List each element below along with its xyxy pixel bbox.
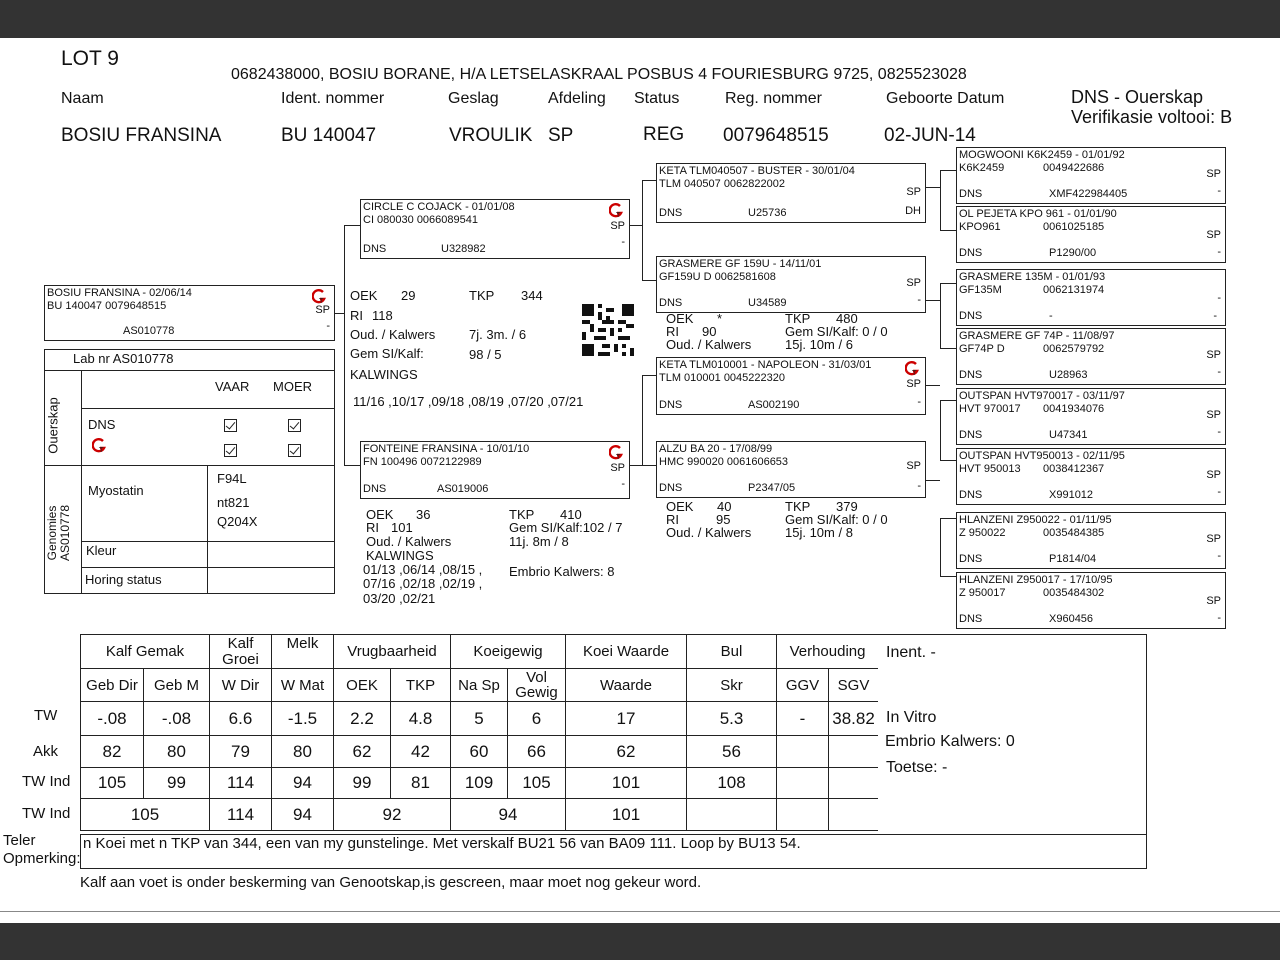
gp2-dns: DNS bbox=[659, 297, 683, 309]
qr-code-icon bbox=[582, 304, 634, 356]
top-bar bbox=[0, 0, 1280, 38]
label-geslag: Geslag bbox=[448, 90, 499, 107]
akk-sgv bbox=[829, 736, 879, 768]
sire-sp: SP bbox=[610, 220, 625, 232]
teler-label: Teler bbox=[3, 832, 36, 849]
twind-geb-m: 99 bbox=[144, 768, 210, 799]
ggp7-dns: DNS bbox=[959, 553, 983, 565]
ggp1-dh: - bbox=[1217, 185, 1221, 197]
ggp8-dns: DNS bbox=[959, 613, 983, 625]
sire-ident: CI 080030 0066089541 bbox=[363, 214, 478, 226]
remark-text: n Koei met n TKP van 344, een van my gunstelinge. Met verskalf BU21 56 van BA09 111. Loop by BU13 54. bbox=[83, 835, 801, 852]
akk-geb-m: 80 bbox=[144, 736, 210, 768]
remark-box bbox=[80, 834, 1147, 869]
sub-ggv: GGV bbox=[777, 669, 829, 702]
society-logo-icon bbox=[609, 202, 625, 218]
label-naam: Naam bbox=[61, 90, 104, 107]
gp3-oud: 15j. 10m / 8 bbox=[785, 525, 853, 540]
twind-tkp: 81 bbox=[391, 768, 451, 799]
twind-oek: 99 bbox=[334, 768, 391, 799]
dam-tkp-label: TKP bbox=[509, 507, 535, 522]
gp2-title: GRASMERE GF 159U - 14/11/01 bbox=[659, 258, 822, 270]
akk-w-mat: 80 bbox=[272, 736, 334, 768]
gp3-tkp: 379 bbox=[836, 499, 858, 514]
reproduction-info-panel bbox=[878, 634, 1147, 835]
gp3-oek: 40 bbox=[717, 499, 732, 514]
ggp5-sp: SP bbox=[1206, 409, 1221, 421]
gp1-dh: DH bbox=[905, 205, 921, 217]
gp1-oek: * bbox=[717, 311, 723, 326]
ggp2-ident: KPO961 bbox=[959, 221, 1001, 233]
gp1-ri-label: RI bbox=[666, 324, 679, 339]
gp1-ident: TLM 040507 0062822002 bbox=[659, 178, 785, 190]
group-verhouding: Verhouding bbox=[777, 635, 879, 669]
gp3-ri: 95 bbox=[716, 512, 731, 527]
tw-w-mat: -1.5 bbox=[272, 702, 334, 736]
subject-gem-label: Gem SI/Kalf: bbox=[350, 346, 424, 361]
gp1-gem: Gem SI/Kalf: 0 / 0 bbox=[785, 324, 888, 339]
ggp5-dh: - bbox=[1217, 426, 1221, 438]
subject-dh: - bbox=[326, 320, 330, 332]
tw-waarde: 17 bbox=[566, 702, 687, 736]
ggp7-dh: - bbox=[1217, 550, 1221, 562]
ouerskap-label: Ouerskap bbox=[45, 397, 61, 454]
ggp2-sp: SP bbox=[1206, 229, 1221, 241]
label-reg: Reg. nommer bbox=[725, 90, 822, 107]
twind-waarde: 101 bbox=[566, 768, 687, 799]
row-tw bbox=[81, 702, 879, 736]
toetse: Toetse: - bbox=[886, 759, 948, 776]
ggp2-number: 0061025185 bbox=[1043, 221, 1105, 233]
ggp5-reg: U47341 bbox=[1049, 429, 1088, 441]
dam-title: FONTEINE FRANSINA - 10/01/10 bbox=[363, 443, 530, 455]
gp3-dns: DNS bbox=[659, 399, 683, 411]
gp1-reg: U25736 bbox=[748, 207, 787, 219]
ggp1-reg: XMF422984405 bbox=[1049, 188, 1128, 200]
sire-title: CIRCLE C COJACK - 01/01/08 bbox=[363, 201, 515, 213]
dam-pedigree-box bbox=[360, 441, 630, 499]
society-logo-icon bbox=[312, 288, 328, 304]
society-moer-checkbox bbox=[288, 444, 301, 457]
ggp-box-5 bbox=[956, 388, 1226, 445]
ggp-box-3 bbox=[956, 269, 1226, 326]
subject-ident: BU 140047 0079648515 bbox=[47, 300, 167, 312]
myostatin-value-3: Q204X bbox=[217, 514, 258, 529]
sub-geb-m: Geb M bbox=[144, 669, 210, 702]
dam-kalwings-label: KALWINGS bbox=[366, 548, 434, 563]
sub-vol-gewig: Vol Gewig bbox=[508, 669, 566, 702]
ggp4-sp: SP bbox=[1206, 349, 1221, 361]
kleur-label: Kleur bbox=[86, 543, 117, 558]
myostatin-value-1: F94L bbox=[217, 471, 247, 486]
ggp-box-8 bbox=[956, 572, 1226, 629]
footer-note: Kalf aan voet is onder beskerming van Genootskap,is gescreen, maar moet nog gekeur word. bbox=[80, 874, 702, 891]
animal-name: BOSIU FRANSINA bbox=[61, 125, 222, 146]
ggp4-ident: GF74P D bbox=[959, 343, 1005, 355]
gp3-dh: - bbox=[917, 396, 921, 408]
gp-box-2 bbox=[656, 256, 926, 313]
rowlabel-tw-ind-2: TW Ind bbox=[22, 805, 71, 822]
twind2-kalf-groei: 114 bbox=[210, 799, 272, 831]
gp3-oek-label: OEK bbox=[666, 499, 694, 514]
svg-text:T: T bbox=[912, 369, 917, 376]
rowlabel-tw-ind: TW Ind bbox=[22, 773, 71, 790]
society-vaar-checkbox bbox=[224, 444, 237, 457]
gp1-oek-label: OEK bbox=[666, 311, 694, 326]
rowlabel-akk: Akk bbox=[33, 743, 59, 760]
dam-dns: DNS bbox=[363, 483, 387, 495]
akk-oek: 62 bbox=[334, 736, 391, 768]
animal-status: REG bbox=[643, 124, 685, 145]
dam-tkp: 410 bbox=[560, 507, 582, 522]
genomies-label: Genomies AS010778 bbox=[45, 504, 72, 562]
ggp7-reg: P1814/04 bbox=[1049, 553, 1097, 565]
twind2-koeigewig: 94 bbox=[451, 799, 566, 831]
akk-skr: 56 bbox=[687, 736, 777, 768]
divider bbox=[0, 911, 1280, 912]
subject-ri: 118 bbox=[372, 308, 393, 323]
ggp1-title: MOGWOONI K6K2459 - 01/01/92 bbox=[959, 149, 1125, 161]
ggp6-number: 0038412367 bbox=[1043, 463, 1105, 475]
subject-oek: 29 bbox=[401, 288, 416, 303]
ggp2-title: OL PEJETA KPO 961 - 01/01/90 bbox=[959, 208, 1117, 220]
svg-text:T: T bbox=[616, 211, 621, 218]
gp3-tkp-label: TKP bbox=[785, 499, 811, 514]
label-geboorte: Geboorte Datum bbox=[886, 90, 1005, 107]
ggp3-ident: GF135M bbox=[959, 284, 1002, 296]
svg-text:T: T bbox=[616, 453, 621, 460]
gp2-sp: SP bbox=[906, 277, 921, 289]
sub-oek: OEK bbox=[334, 669, 391, 702]
ggp2-dh: - bbox=[1217, 246, 1221, 258]
dam-oek-label: OEK bbox=[366, 507, 394, 522]
sub-na-sp: Na Sp bbox=[451, 669, 508, 702]
akk-vol-gewig: 66 bbox=[508, 736, 566, 768]
subject-tkp: 344 bbox=[521, 288, 543, 303]
embrio-kalwers: Embrio Kalwers: 0 bbox=[885, 733, 1015, 750]
subject-oek-label: OEK bbox=[350, 288, 378, 303]
twind-w-mat: 94 bbox=[272, 768, 334, 799]
ggp4-reg: U28963 bbox=[1049, 369, 1088, 381]
inent: Inent. - bbox=[886, 644, 936, 661]
dam-oek: 36 bbox=[416, 507, 431, 522]
gp1-sp: SP bbox=[906, 186, 921, 198]
gp3-sp: SP bbox=[906, 378, 921, 390]
twind-vol-gewig: 105 bbox=[508, 768, 566, 799]
akk-na-sp: 60 bbox=[451, 736, 508, 768]
society-logo-icon bbox=[92, 437, 108, 453]
society-logo-icon bbox=[905, 360, 921, 376]
ggp4-dh: - bbox=[1217, 366, 1221, 378]
ggp4-number: 0062579792 bbox=[1043, 343, 1105, 355]
ggp6-dns: DNS bbox=[959, 489, 983, 501]
dam-ri-label: RI bbox=[366, 520, 379, 535]
gp2-reg: U34589 bbox=[748, 297, 787, 309]
bottom-bar bbox=[0, 923, 1280, 960]
ggp8-ident: Z 950017 bbox=[959, 587, 1006, 599]
dam-ri: 101 bbox=[391, 520, 413, 535]
society-logo-icon bbox=[609, 444, 625, 460]
tw-geb-m: -.08 bbox=[144, 702, 210, 736]
dam-kalwings-dates-3: 03/20 ,02/21 bbox=[363, 591, 436, 606]
ggp6-sp: SP bbox=[1206, 469, 1221, 481]
gp2-dh: - bbox=[917, 294, 921, 306]
akk-ggv bbox=[777, 736, 829, 768]
ggp-box-4 bbox=[956, 328, 1226, 385]
gp4-sp: SP bbox=[906, 460, 921, 472]
twind2-vrugbaarheid: 92 bbox=[334, 799, 451, 831]
ggp4-dns: DNS bbox=[959, 369, 983, 381]
twind-na-sp: 109 bbox=[451, 768, 508, 799]
twind-skr: 108 bbox=[687, 768, 777, 799]
ggp6-dh: - bbox=[1217, 486, 1221, 498]
lab-panel bbox=[44, 349, 335, 594]
gp-box-1 bbox=[656, 163, 926, 223]
tw-sgv: 38.82 bbox=[829, 702, 879, 736]
animal-reg: 0079648515 bbox=[723, 125, 829, 146]
ggp6-title: OUTSPAN HVT950013 - 02/11/95 bbox=[959, 450, 1125, 462]
dns-verification: Verifikasie voltooi: B bbox=[1071, 107, 1233, 127]
tw-ggv: - bbox=[777, 702, 829, 736]
ggp3-title: GRASMERE 135M - 01/01/93 bbox=[959, 271, 1106, 283]
animal-ident: BU 140047 bbox=[281, 125, 377, 146]
ggp1-ident: K6K2459 bbox=[959, 162, 1005, 174]
ggp-box-7 bbox=[956, 512, 1226, 569]
sub-sgv: SGV bbox=[829, 669, 879, 702]
ggp1-dns: DNS bbox=[959, 188, 983, 200]
gp1-dns: DNS bbox=[659, 207, 683, 219]
opmerking-label: Opmerking: bbox=[3, 850, 81, 867]
group-vrugbaarheid: Vrugbaarheid bbox=[334, 635, 451, 669]
twind-geb-dir: 105 bbox=[81, 768, 144, 799]
twind2-koei-waarde: 101 bbox=[566, 799, 687, 831]
ggp8-reg: X960456 bbox=[1049, 613, 1094, 625]
dns-moer-checkbox bbox=[288, 419, 301, 432]
ggp3-dash: - bbox=[1213, 310, 1217, 322]
ggp3-dns: DNS bbox=[959, 310, 983, 322]
gp4-dh: - bbox=[917, 480, 921, 492]
dns-vaar-checkbox bbox=[224, 419, 237, 432]
twind2-kalf-gemak: 105 bbox=[81, 799, 210, 831]
ggp-box-1 bbox=[956, 147, 1226, 204]
myostatin-label: Myostatin bbox=[88, 483, 144, 498]
tw-tkp: 4.8 bbox=[391, 702, 451, 736]
gp3-ri-label: RI bbox=[666, 512, 679, 527]
lab-dns-label: DNS bbox=[88, 417, 116, 432]
gp4-ident: HMC 990020 0061606653 bbox=[659, 456, 789, 468]
lot-number: LOT 9 bbox=[61, 47, 119, 70]
sub-waarde: Waarde bbox=[566, 669, 687, 702]
ggp5-number: 0041934076 bbox=[1043, 403, 1105, 415]
lab-vaar: VAAR bbox=[215, 379, 250, 394]
ggp8-title: HLANZENI Z950017 - 17/10/95 bbox=[959, 574, 1113, 586]
sire-dh: - bbox=[621, 236, 625, 248]
ggp8-number: 0035484302 bbox=[1043, 587, 1105, 599]
ggp8-sp: SP bbox=[1206, 595, 1221, 607]
group-koeigewig: Koeigewig bbox=[451, 635, 566, 669]
ggp7-title: HLANZENI Z950022 - 01/11/95 bbox=[959, 514, 1112, 526]
gp4-title: ALZU BA 20 - 17/08/99 bbox=[659, 443, 773, 455]
animal-section: SP bbox=[548, 125, 574, 146]
myostatin-value-2: nt821 bbox=[217, 495, 250, 510]
subject-oud: 7j. 3m. / 6 bbox=[469, 327, 527, 342]
gp4-reg: P2347/05 bbox=[748, 482, 796, 494]
twind2-melk: 94 bbox=[272, 799, 334, 831]
dam-dh: - bbox=[621, 478, 625, 490]
gp3-oud-label: Oud. / Kalwers bbox=[666, 525, 752, 540]
tw-w-dir: 6.6 bbox=[210, 702, 272, 736]
row-tw-ind-2 bbox=[81, 799, 879, 831]
svg-text:T: T bbox=[319, 297, 324, 304]
subject-sp: SP bbox=[315, 304, 330, 316]
animal-sex: VROULIK bbox=[449, 125, 533, 146]
row-akk bbox=[81, 736, 879, 768]
gp2-ident: GF159U D 0062581608 bbox=[659, 271, 776, 283]
subject-kalwings-dates: 11/16 ,10/17 ,09/18 ,08/19 ,07/20 ,07/21 bbox=[353, 394, 584, 409]
dam-gem: Gem SI/Kalf:102 / 7 bbox=[509, 520, 623, 535]
ggp8-dh: - bbox=[1217, 612, 1221, 624]
gp1-ri: 90 bbox=[702, 324, 717, 339]
tw-vol-gewig: 6 bbox=[508, 702, 566, 736]
twind-sgv bbox=[829, 768, 879, 799]
sub-tkp: TKP bbox=[391, 669, 451, 702]
dam-reg: AS019006 bbox=[437, 483, 489, 495]
breeding-values-table bbox=[80, 634, 879, 831]
sire-reg: U328982 bbox=[441, 243, 486, 255]
ggp2-dns: DNS bbox=[959, 247, 983, 259]
label-status: Status bbox=[634, 90, 680, 107]
sire-dns: DNS bbox=[363, 243, 387, 255]
group-koei-waarde: Koei Waarde bbox=[566, 635, 687, 669]
dns-title: DNS - Ouerskap bbox=[1071, 87, 1204, 107]
group-kalf-groei: Kalf Groei bbox=[210, 635, 272, 669]
subject-tkp-label: TKP bbox=[469, 288, 495, 303]
dam-oud-label: Oud. / Kalwers bbox=[366, 534, 452, 549]
subject-gem: 98 / 5 bbox=[469, 347, 502, 362]
tw-skr: 5.3 bbox=[687, 702, 777, 736]
subject-oud-label: Oud. / Kalwers bbox=[350, 327, 436, 342]
lab-moer: MOER bbox=[273, 379, 312, 394]
akk-w-dir: 79 bbox=[210, 736, 272, 768]
ggp5-title: OUTSPAN HVT970017 - 03/11/97 bbox=[959, 390, 1125, 402]
animal-birthdate: 02-JUN-14 bbox=[884, 125, 976, 146]
ggp3-dh: - bbox=[1217, 292, 1221, 304]
rowlabel-tw: TW bbox=[34, 707, 58, 724]
sub-skr: Skr bbox=[687, 669, 777, 702]
breeder-address: 0682438000, BOSIU BORANE, H/A LETSELASKRAAL POSBUS 4 FOURIESBURG 9725, 0825523028 bbox=[231, 66, 967, 83]
gp1-oud: 15j. 10m / 6 bbox=[785, 337, 853, 352]
dam-sp: SP bbox=[610, 462, 625, 474]
sub-w-dir: W Dir bbox=[210, 669, 272, 702]
gp3-reg: AS002190 bbox=[748, 399, 800, 411]
gp1-tkp-label: TKP bbox=[785, 311, 811, 326]
sub-w-mat: W Mat bbox=[272, 669, 334, 702]
akk-waarde: 62 bbox=[566, 736, 687, 768]
ggp7-number: 0035484385 bbox=[1043, 527, 1105, 539]
group-bul: Bul bbox=[687, 635, 777, 669]
gp-box-4 bbox=[656, 441, 926, 498]
ggp7-sp: SP bbox=[1206, 533, 1221, 545]
ggp1-sp: SP bbox=[1206, 168, 1221, 180]
group-kalf-gemak: Kalf Gemak bbox=[81, 635, 210, 669]
ggp5-dns: DNS bbox=[959, 429, 983, 441]
subject-ri-label: RI bbox=[350, 308, 363, 323]
ggp2-reg: P1290/00 bbox=[1049, 247, 1097, 259]
gp1-tkp: 480 bbox=[836, 311, 858, 326]
ggp4-title: GRASMERE GF 74P - 11/08/97 bbox=[959, 330, 1115, 342]
dam-embrio: Embrio Kalwers: 8 bbox=[509, 564, 615, 579]
ggp6-reg: X991012 bbox=[1049, 489, 1094, 501]
label-afdeling: Afdeling bbox=[548, 90, 606, 107]
ggp7-ident: Z 950022 bbox=[959, 527, 1006, 539]
akk-geb-dir: 82 bbox=[81, 736, 144, 768]
gp3-ident: TLM 010001 0045222320 bbox=[659, 372, 785, 384]
subject-title: BOSIU FRANSINA - 02/06/14 bbox=[47, 287, 192, 299]
tw-na-sp: 5 bbox=[451, 702, 508, 736]
akk-tkp: 42 bbox=[391, 736, 451, 768]
gp-box-3 bbox=[656, 357, 926, 415]
subject-pedigree-box bbox=[44, 285, 335, 341]
row-tw-ind bbox=[81, 768, 879, 799]
dam-kalwings-dates-1: 01/13 ,06/14 ,08/15 , bbox=[363, 562, 483, 577]
dam-oud: 11j. 8m / 8 bbox=[509, 534, 569, 549]
ggp-box-6 bbox=[956, 448, 1226, 505]
ggp6-ident: HVT 950013 bbox=[959, 463, 1021, 475]
label-ident: Ident. nommer bbox=[281, 90, 385, 107]
ggp3-reg: - bbox=[1049, 310, 1053, 322]
gp1-title: KETA TLM040507 - BUSTER - 30/01/04 bbox=[659, 165, 855, 177]
gp1-oud-label: Oud. / Kalwers bbox=[666, 337, 752, 352]
horing-label: Horing status bbox=[85, 572, 162, 587]
lab-number: Lab nr AS010778 bbox=[73, 351, 174, 366]
ggp1-number: 0049422686 bbox=[1043, 162, 1105, 174]
dam-kalwings-dates-2: 07/16 ,02/18 ,02/19 , bbox=[363, 576, 483, 591]
twind-w-dir: 114 bbox=[210, 768, 272, 799]
gp3-gem: Gem SI/Kalf: 0 / 0 bbox=[785, 512, 888, 527]
twind-ggv bbox=[777, 768, 829, 799]
ggp5-ident: HVT 970017 bbox=[959, 403, 1021, 415]
sub-geb-dir: Geb Dir bbox=[81, 669, 144, 702]
gp3-title: KETA TLM010001 - NAPOLEON - 31/03/01 bbox=[659, 359, 872, 371]
gp4-dns: DNS bbox=[659, 482, 683, 494]
in-vitro: In Vitro bbox=[886, 709, 937, 726]
sire-pedigree-box bbox=[360, 199, 630, 259]
dam-ident: FN 100496 0072122989 bbox=[363, 456, 482, 468]
svg-text:T: T bbox=[99, 446, 104, 453]
ggp3-number: 0062131974 bbox=[1043, 284, 1105, 296]
subject-lab: AS010778 bbox=[123, 325, 175, 337]
subject-kalwings-label: KALWINGS bbox=[350, 367, 418, 382]
ggp-box-2 bbox=[956, 206, 1226, 263]
tw-geb-dir: -.08 bbox=[81, 702, 144, 736]
tw-oek: 2.2 bbox=[334, 702, 391, 736]
group-melk: Melk bbox=[272, 635, 334, 669]
